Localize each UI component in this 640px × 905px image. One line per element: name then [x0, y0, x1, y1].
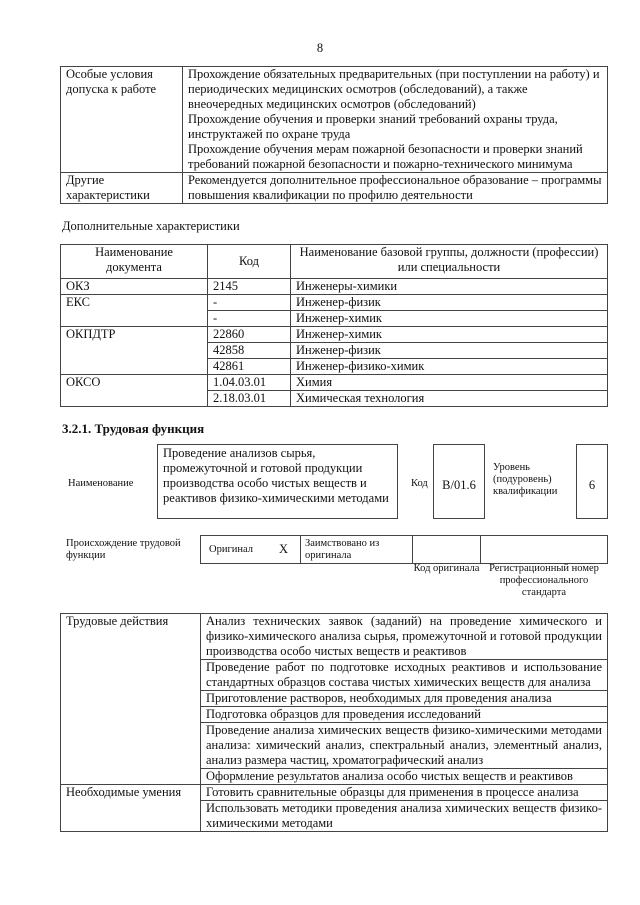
conditions-table — [60, 66, 608, 204]
table-row: Проведение работ по подготовке исходных реактивов и использование стандартных образцов состава чистых химических веществ для анализа — [61, 660, 608, 691]
reg-number-cell — [480, 535, 608, 564]
page-number: 8 — [316, 41, 324, 55]
table-row: Проведение анализа химических веществ физико-химическими методами анализа: химический анализ, спектральный анализ, элементный анализ, анализ размера частиц, хроматографический анализ — [61, 723, 608, 769]
table-row: - Инженер-химик — [61, 311, 608, 327]
actions-table — [60, 613, 608, 832]
table-row: Оформление результатов анализа особо чистых веществ и реактивов — [61, 769, 608, 785]
table-row: Трудовые действия Анализ технических заявок (заданий) на проведение химического и физико-химического анализа сырья, промежуточной и готовой продукции производства особо чистых веществ и реактивов — [61, 614, 608, 660]
additional-table — [60, 244, 608, 407]
table-row: ЕКС - Инженер-физик — [61, 295, 608, 311]
level-box: 6 — [576, 444, 608, 519]
table-row: ОКСО 1.04.03.01 Химия — [61, 375, 608, 391]
borrowed-cell: Заимствовано из оригинала — [300, 535, 413, 564]
original-code-label: Код оригинала — [413, 563, 480, 574]
reg-number-label: Регистрационный номер профессионального стандарта — [489, 563, 599, 598]
header-row: Наименование документа Код Наименование базовой группы, должности (профессии) или специальности — [61, 245, 608, 279]
table-row: 42858 Инженер-физик — [61, 343, 608, 359]
table-row: 2.18.03.01 Химическая технология — [61, 391, 608, 407]
level-label: Уровень (подуровень) квалификации — [493, 462, 558, 497]
row-label: Особые условия допуска к работе — [61, 67, 183, 173]
origin-label: Происхождение трудовой функции — [66, 538, 181, 561]
name-label: Наименование — [68, 478, 134, 489]
table-row: Использовать методики проведения анализа химических веществ физико-химическими методами — [61, 801, 608, 832]
table-row: Подготовка образцов для проведения исследований — [61, 707, 608, 723]
table-row: Другие характеристики Рекомендуется дополнительное профессиональное образование – программы повышения квалификации по профилю деятельности — [61, 173, 608, 204]
function-heading: 3.2.1. Трудовая функция — [62, 421, 205, 436]
row-label: Другие характеристики — [61, 173, 183, 204]
original-mark: X — [279, 542, 289, 556]
original-cell: Оригинал X — [200, 535, 301, 564]
code-label: Код — [411, 478, 428, 489]
table-row: ОКЗ 2145 Инженеры-химики — [61, 279, 608, 295]
function-name-box: Проведение анализов сырья, промежуточной и готовой продукции производства особо чистых веществ и реактивов физико-химическими методами — [157, 444, 398, 519]
table-row: 42861 Инженер-физико-химик — [61, 359, 608, 375]
section-heading: Дополнительные характеристики — [62, 219, 240, 233]
function-code-box: B/01.6 — [433, 444, 485, 519]
table-row: Особые условия допуска к работе Прохождение обязательных предварительных (при поступлении на работу) и периодических медицинских осмотров (обследований), а также внеочередных медицинских осмотров (обследований) Прохождение обучения и проверки знаний требований охраны труда, инструктажей по охране труда Прохождение обучения мерам пожарной безопасности и проверки знаний требований пожарной безопасности и пожарно-технического минимума — [61, 67, 608, 173]
original-code-cell — [412, 535, 481, 564]
table-row: Приготовление растворов, необходимых для проведения анализа — [61, 691, 608, 707]
table-row: ОКПДТР 22860 Инженер-химик — [61, 327, 608, 343]
table-row: Необходимые умения Готовить сравнительные образцы для применения в процессе анализа — [61, 785, 608, 801]
